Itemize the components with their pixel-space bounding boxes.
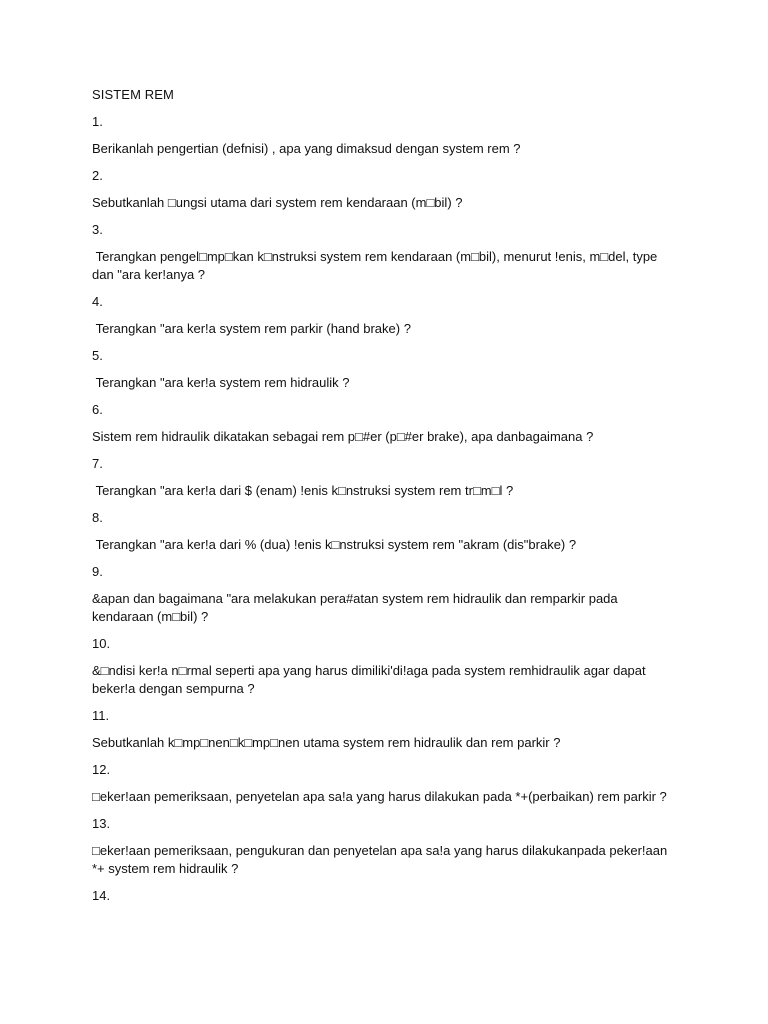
question-text: Terangkan "ara ker!a dari % (dua) !enis k□nstruksi system rem "akram (dis"brake) ? (92, 537, 577, 552)
question-number: 7. (92, 456, 103, 471)
question-number: 2. (92, 168, 103, 183)
question-number: 8. (92, 510, 103, 525)
question-number: 12. (92, 762, 111, 777)
question-number: 9. (92, 564, 103, 579)
question-item (92, 887, 682, 905)
question-text: &apan dan bagaimana "ara melakukan pera#atan system rem hidraulik dan remparkir pada kendaraan (m□bil) ? (92, 591, 618, 624)
question-number: 13. (92, 816, 111, 831)
question-number: 11. (92, 708, 110, 723)
question-item (92, 167, 682, 212)
question-text: Terangkan "ara ker!a dari $ (enam) !enis k□nstruksi system rem tr□m□l ? (92, 483, 514, 498)
question-number: 14. (92, 888, 111, 903)
question-item (92, 455, 682, 500)
question-item (92, 113, 682, 158)
document-page (92, 86, 682, 914)
question-text: □eker!aan pemeriksaan, penyetelan apa sa!a yang harus dilakukan pada *+(perbaikan) rem parkir ? (92, 789, 667, 804)
question-text: □eker!aan pemeriksaan, pengukuran dan penyetelan apa sa!a yang harus dilakukanpada peker!aan *+ system rem hidraulik ? (92, 843, 668, 876)
question-text: Terangkan pengel□mp□kan k□nstruksi system rem kendaraan (m□bil), menurut !enis, m□del, type dan "ara ker!anya ? (92, 249, 658, 282)
question-text: Terangkan "ara ker!a system rem parkir (hand brake) ? (92, 321, 411, 336)
question-number: 3. (92, 222, 103, 237)
question-item (92, 761, 682, 806)
question-number: 10. (92, 636, 111, 651)
question-item (92, 707, 682, 752)
question-item (92, 509, 682, 554)
question-item (92, 347, 682, 392)
question-text: &□ndisi ker!a n□rmal seperti apa yang harus dimiliki'di!aga pada system remhidraulik agar dapat beker!a dengan sempurna ? (92, 663, 646, 696)
question-text: Sistem rem hidraulik dikatakan sebagai rem p□#er (p□#er brake), apa danbagaimana ? (92, 429, 594, 444)
question-item (92, 293, 682, 338)
question-number: 1. (92, 114, 103, 129)
question-item (92, 563, 682, 626)
question-number: 4. (92, 294, 103, 309)
question-text: Sebutkanlah □ungsi utama dari system rem kendaraan (m□bil) ? (92, 195, 463, 210)
question-text: Sebutkanlah k□mp□nen□k□mp□nen utama system rem hidraulik dan rem parkir ? (92, 735, 561, 750)
question-number: 5. (92, 348, 103, 363)
question-item (92, 815, 682, 878)
question-item (92, 221, 682, 284)
question-text: Berikanlah pengertian (defnisi) , apa yang dimaksud dengan system rem ? (92, 141, 521, 156)
document-title: SISTEM REM (92, 87, 174, 102)
question-text: Terangkan "ara ker!a system rem hidraulik ? (92, 375, 350, 390)
question-number: 6. (92, 402, 103, 417)
question-item (92, 635, 682, 698)
question-item (92, 401, 682, 446)
